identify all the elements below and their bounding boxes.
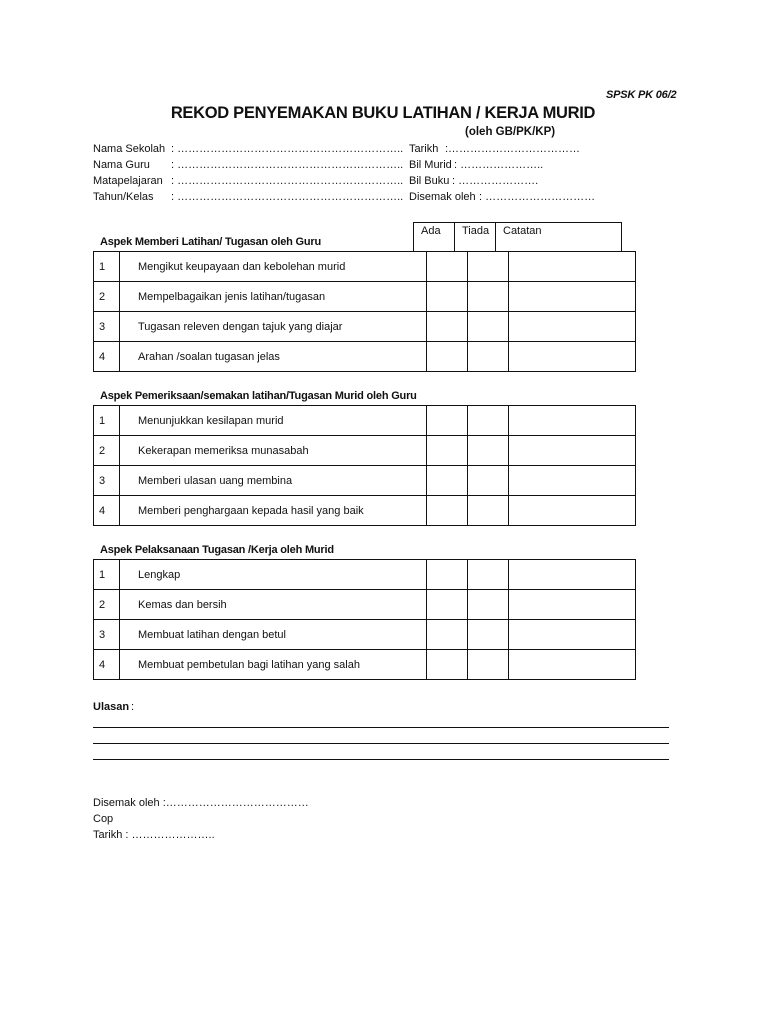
row-criterion: Arahan /soalan tugasan jelas — [120, 342, 427, 372]
table-row — [94, 252, 636, 282]
column-header-box — [413, 222, 622, 252]
row-number: 1 — [94, 560, 120, 590]
tiada-checkbox-cell[interactable] — [468, 650, 509, 680]
row-criterion: Kekerapan memeriksa munasabah — [120, 436, 427, 466]
row-number: 3 — [94, 620, 120, 650]
row-number: 4 — [94, 342, 120, 372]
row-number: 4 — [94, 496, 120, 526]
table-row — [94, 312, 636, 342]
info-label-nama-sekolah: Nama Sekolah — [93, 143, 166, 155]
ada-checkbox-cell[interactable] — [427, 252, 468, 282]
catatan-cell[interactable] — [509, 342, 636, 372]
row-number: 1 — [94, 252, 120, 282]
footer-tarikh: Tarikh : ………………….. — [93, 829, 215, 841]
ada-checkbox-cell[interactable] — [427, 590, 468, 620]
checklist-table-pemeriksaan — [93, 405, 636, 526]
checklist-table-memberi-latihan — [93, 251, 636, 372]
info-value-bil-buku: : …………………. — [452, 175, 539, 187]
checklist-table-pelaksanaan — [93, 559, 636, 680]
tiada-checkbox-cell[interactable] — [468, 590, 509, 620]
column-header-ada: Ada — [421, 225, 441, 237]
row-criterion: Memberi penghargaan kepada hasil yang baik — [120, 496, 427, 526]
catatan-cell[interactable] — [509, 282, 636, 312]
tiada-checkbox-cell[interactable] — [468, 436, 509, 466]
section-title-memberi-latihan: Aspek Memberi Latihan/ Tugasan oleh Guru — [100, 236, 322, 248]
row-criterion: Menunjukkan kesilapan murid — [120, 406, 427, 436]
ulasan-line[interactable] — [93, 759, 669, 760]
row-criterion: Membuat latihan dengan betul — [120, 620, 427, 650]
info-value-tahun-kelas: : …………………………………………………….. — [171, 191, 404, 203]
tiada-checkbox-cell[interactable] — [468, 620, 509, 650]
row-number: 2 — [94, 590, 120, 620]
tiada-checkbox-cell[interactable] — [468, 406, 509, 436]
ulasan-colon: : — [131, 701, 135, 713]
catatan-cell[interactable] — [509, 406, 636, 436]
info-label-nama-guru: Nama Guru — [93, 159, 150, 171]
tiada-checkbox-cell[interactable] — [468, 312, 509, 342]
catatan-cell[interactable] — [509, 650, 636, 680]
info-label-tarikh: Tarikh — [409, 143, 439, 155]
row-criterion: Tugasan releven dengan tajuk yang diajar — [120, 312, 427, 342]
section-title-pelaksanaan: Aspek Pelaksanaan Tugasan /Kerja oleh Murid — [100, 544, 334, 556]
info-label-tahun-kelas: Tahun/Kelas — [93, 191, 154, 203]
column-header-tiada: Tiada — [462, 225, 490, 237]
document-title — [0, 104, 768, 123]
tiada-checkbox-cell[interactable] — [468, 252, 509, 282]
info-label-bil-murid: Bil Murid — [409, 159, 452, 171]
info-label-matapelajaran: Matapelajaran — [93, 175, 163, 187]
table-row — [94, 560, 636, 590]
row-criterion: Mempelbagaikan jenis latihan/tugasan — [120, 282, 427, 312]
catatan-cell[interactable] — [509, 252, 636, 282]
catatan-cell[interactable] — [509, 496, 636, 526]
table-row — [94, 496, 636, 526]
info-value-tarikh: :……………………………… — [445, 143, 581, 155]
row-criterion: Memberi ulasan uang membina — [120, 466, 427, 496]
row-number: 3 — [94, 466, 120, 496]
info-value-nama-guru: : …………………………………………………….. — [171, 159, 404, 171]
info-label-bil-buku: Bil Buku — [409, 175, 450, 187]
ada-checkbox-cell[interactable] — [427, 342, 468, 372]
document-subtitle: (oleh GB/PK/KP) — [465, 126, 556, 138]
ada-checkbox-cell[interactable] — [427, 282, 468, 312]
row-number: 2 — [94, 436, 120, 466]
tiada-checkbox-cell[interactable] — [468, 282, 509, 312]
ada-checkbox-cell[interactable] — [427, 560, 468, 590]
catatan-cell[interactable] — [509, 436, 636, 466]
ada-checkbox-cell[interactable] — [427, 496, 468, 526]
ulasan-line[interactable] — [93, 743, 669, 744]
section-title-pemeriksaan: Aspek Pemeriksaan/semakan latihan/Tugasan Murid oleh Guru — [100, 390, 417, 402]
ada-checkbox-cell[interactable] — [427, 436, 468, 466]
tiada-checkbox-cell[interactable] — [468, 496, 509, 526]
row-number: 2 — [94, 282, 120, 312]
row-criterion: Mengikut keupayaan dan kebolehan murid — [120, 252, 427, 282]
ulasan-line[interactable] — [93, 727, 669, 728]
ada-checkbox-cell[interactable] — [427, 620, 468, 650]
row-criterion: Lengkap — [120, 560, 427, 590]
table-row — [94, 650, 636, 680]
info-value-disemak-oleh: : ………………………… — [479, 191, 596, 203]
row-number: 4 — [94, 650, 120, 680]
table-row — [94, 620, 636, 650]
tiada-checkbox-cell[interactable] — [468, 560, 509, 590]
form-code: SPSK PK 06/2 — [606, 89, 677, 101]
column-divider — [454, 223, 455, 252]
info-label-disemak-oleh: Disemak oleh — [409, 191, 476, 203]
row-criterion: Membuat pembetulan bagi latihan yang salah — [120, 650, 427, 680]
info-value-nama-sekolah: : …………………………………………………….. — [171, 143, 404, 155]
ada-checkbox-cell[interactable] — [427, 466, 468, 496]
info-value-matapelajaran: : …………………………………………………….. — [171, 175, 404, 187]
row-number: 1 — [94, 406, 120, 436]
row-number: 3 — [94, 312, 120, 342]
info-value-bil-murid: : ………………….. — [454, 159, 544, 171]
catatan-cell[interactable] — [509, 620, 636, 650]
ada-checkbox-cell[interactable] — [427, 650, 468, 680]
table-row — [94, 590, 636, 620]
catatan-cell[interactable] — [509, 560, 636, 590]
catatan-cell[interactable] — [509, 466, 636, 496]
ulasan-label: Ulasan — [93, 701, 130, 713]
catatan-cell[interactable] — [509, 590, 636, 620]
row-criterion: Kemas dan bersih — [120, 590, 427, 620]
document-title-text: REKOD PENYEMAKAN BUKU LATIHAN / KERJA MURID — [170, 104, 596, 122]
ada-checkbox-cell[interactable] — [427, 312, 468, 342]
footer-cop: Cop — [93, 813, 114, 825]
tiada-checkbox-cell[interactable] — [468, 342, 509, 372]
table-row — [94, 406, 636, 436]
footer-disemak-oleh: Disemak oleh :………………………………… — [93, 797, 309, 809]
table-row — [94, 466, 636, 496]
tiada-checkbox-cell[interactable] — [468, 466, 509, 496]
catatan-cell[interactable] — [509, 312, 636, 342]
table-row — [94, 342, 636, 372]
column-header-catatan: Catatan — [503, 225, 542, 237]
ada-checkbox-cell[interactable] — [427, 406, 468, 436]
column-divider — [495, 223, 496, 252]
table-row — [94, 282, 636, 312]
table-row — [94, 436, 636, 466]
